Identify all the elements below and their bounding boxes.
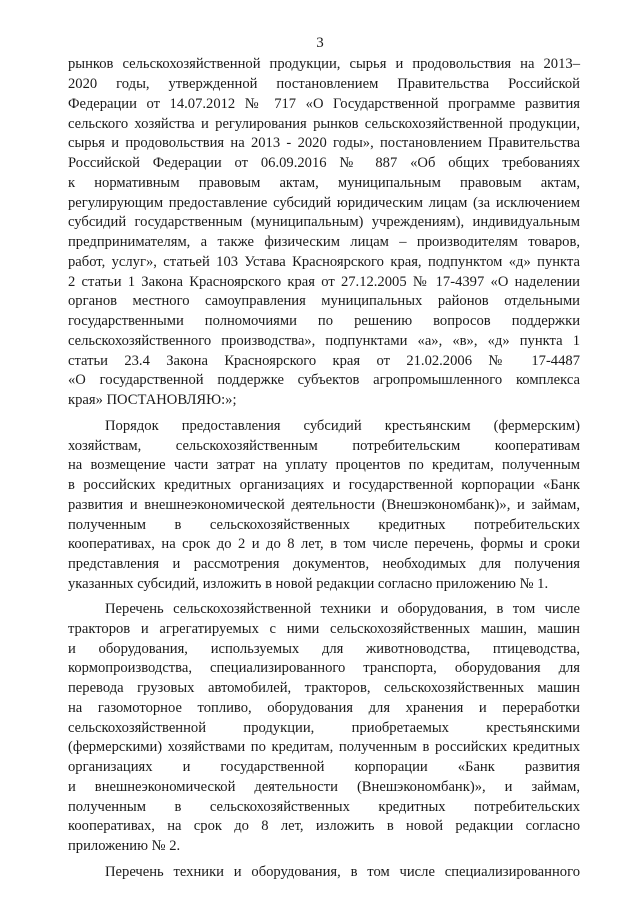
text-line: приложению № 2. (68, 838, 181, 854)
text-line: развития и внешнеэкономической деятельности (Внешэкономбанк)», и займам, (68, 497, 580, 513)
text-line: Перечень сельскохозяйственной техники и оборудования, в том числе (105, 601, 580, 617)
text-line: указанных субсидий, изложить в новой редакции согласно приложению № 1. (68, 576, 549, 592)
text-line: 2 статьи 1 Закона Красноярского края от 27.12.2005 № 17-4397 «О наделении (68, 274, 580, 290)
text-line: Российской Федерации от 06.09.2016 № 887 «Об общих требованиях (68, 155, 580, 171)
text-line: и оборудования, используемых для животноводства, птицеводства, (68, 641, 580, 657)
text-line: и внешнеэкономической деятельности (Внешэкономбанк)», и займам, (68, 779, 580, 795)
text-line: тракторов и агрегатируемых с ними сельскохозяйственных машин, машин (68, 621, 580, 637)
text-line: статьи 23.4 Закона Красноярского края от 21.02.2006 № 17-4487 (68, 353, 580, 369)
text-line: Перечень техники и оборудования, в том числе специализированного (105, 864, 580, 880)
text-line: полученным в сельскохозяйственных кредитных потребительских (68, 799, 580, 815)
page-number: 3 (316, 35, 324, 51)
text-line: 2020 годы, утвержденной постановлением Правительства Российской (68, 76, 580, 92)
text-line: рынков сельскохозяйственной продукции, сырья и продовольствия на 2013– (68, 56, 580, 72)
text-line: кооперативах, на срок до 8 лет, изложить в новой редакции согласно (68, 818, 580, 834)
text-line: субсидий государственным (муниципальным) учреждениям), индивидуальным (68, 214, 580, 230)
text-line: кооперативах, на срок до 2 и до 8 лет, в том числе перечень, формы и сроки (68, 536, 580, 552)
text-line: сельскохозяйственной продукции, приобретаемых крестьянскими (68, 720, 580, 736)
text-line: органов местного самоуправления муниципальных районов отдельными (68, 293, 580, 309)
text-line: работ, услуг», статьей 103 Устава Красноярского края, подпунктом «д» пункта (68, 254, 580, 270)
text-line: к нормативным правовым актам, муниципальным правовым актам, (68, 175, 580, 191)
text-line: кормопроизводства, специализированного транспорта, оборудования для (68, 660, 580, 676)
text-line: хозяйствам, сельскохозяйственным потребительским кооперативам (68, 438, 580, 454)
text-line: «О государственной поддержке субъектов агропромышленного комплекса (68, 372, 580, 388)
text-line: представления и рассмотрения документов, необходимых для получения (68, 556, 580, 572)
text-line: полученным в сельскохозяйственных кредитных потребительских (68, 517, 580, 533)
text-line: государственными полномочиями по решению вопросов поддержки (68, 313, 580, 329)
text-line: сельскохозяйственного производства», подпунктами «а», «в», «д» пункта 1 (68, 333, 580, 349)
text-line: регулирующим предоставление субсидий юридическим лицам (за исключением (68, 195, 580, 211)
text-line: предпринимателям, а также физическим лицам – производителям товаров, (68, 234, 580, 250)
text-line: края» ПОСТАНОВЛЯЮ:»; (68, 392, 237, 408)
text-line: Федерации от 14.07.2012 № 717 «О Государственной программе развития (68, 96, 580, 112)
text-line: на возмещение части затрат на уплату процентов по кредитам, полученным (68, 457, 580, 473)
text-line: Порядок предоставления субсидий крестьянским (фермерским) (105, 418, 580, 434)
text-line: на газомоторное топливо, оборудования для хранения и переработки (68, 700, 580, 716)
text-line: сельского хозяйства и регулирования рынков сельскохозяйственной продукции, (68, 116, 580, 132)
text-line: (фермерскими) хозяйствами по кредитам, полученным в российских кредитных (68, 739, 580, 755)
text-line: перевода грузовых автомобилей, тракторов, сельскохозяйственных машин (68, 680, 580, 696)
text-line: организациях и государственной корпорации «Банк развития (68, 759, 580, 775)
text-line: в российских кредитных организациях и государственной корпорации «Банк (68, 477, 580, 493)
text-line: сырья и продовольствия на 2013 - 2020 годы», постановлением Правительства (68, 135, 580, 151)
